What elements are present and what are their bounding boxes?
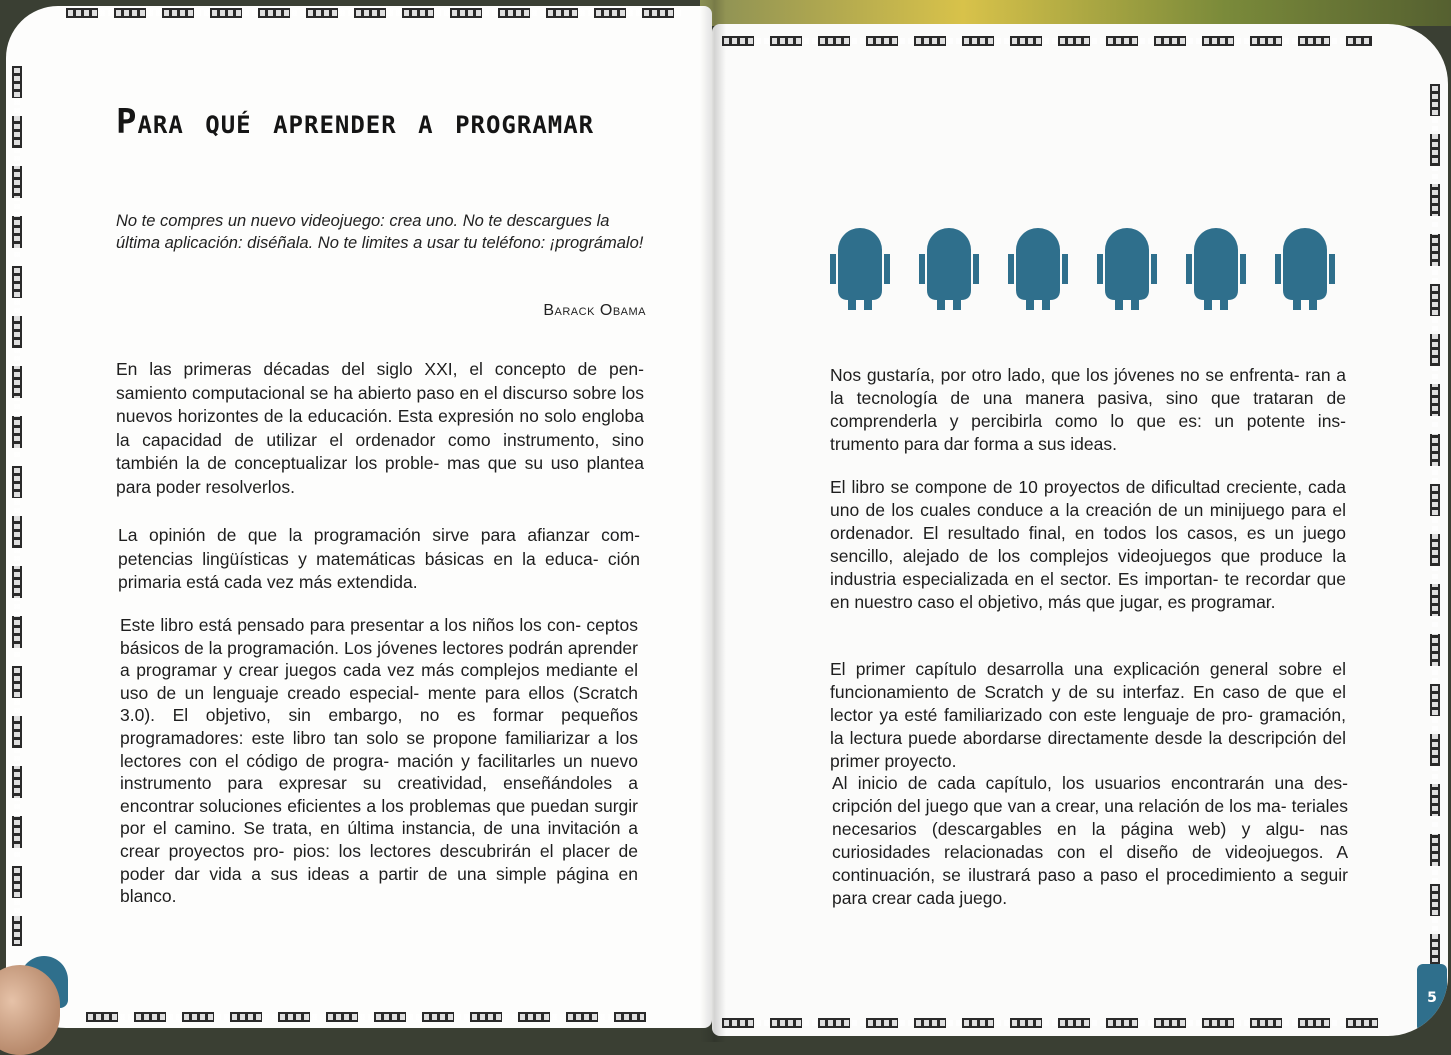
paragraph-6: El primer capítulo desarrolla una explicación general sobre el funcionamiento de Scratch y de su interfaz. En caso de que el lector ya esté familiarizado con este lenguaje de pro- gramación, la lectura puede abordarse directamente desde la descripción del primer proyecto. — [830, 659, 1346, 771]
paragraph-7: Al inicio de cada capítulo, los usuarios encontrarán una des- cripción del juego que van a crear, una relación de los ma- teriales necesarios (descargables en la página web) y algu- nas curiosidades relacionadas con el diseño de videojuegos. A continuación, se ilustrará paso a paso el procedimiento a seguir para crear cada juego. — [832, 773, 1348, 908]
robot-icon — [1008, 228, 1068, 310]
epigraph-quote: No te compres un nuevo videojuego: crea uno. No te descargues la última aplicación: diséñala. No te limites a usar tu teléfono: ¡prográmalo! — [116, 212, 644, 252]
robot-icons — [830, 202, 1350, 312]
robot-icon — [830, 228, 890, 310]
film-border-bottom-left — [86, 1012, 646, 1022]
right-page — [712, 24, 1448, 1036]
epigraph-author: Barack Obama — [543, 302, 646, 319]
robot-icon — [919, 228, 979, 310]
paragraph-1: En las primeras décadas del siglo XXI, el concepto de pen- samiento computacional se ha abierto paso en el discurso sobre los nuevos horizontes de la educación. Esta expresión no solo engloba la capacidad de utilizar el ordenador como instrumento, sino también la de conceptualizar los proble- mas que su uso plantea para poder resolverlos. — [116, 359, 644, 497]
page-title: Para qué aprender a programar — [116, 102, 595, 142]
background-photo-strip — [700, 0, 1451, 26]
film-border-bottom-right — [722, 1018, 1382, 1028]
book-gutter — [700, 0, 726, 1042]
film-border-top-right — [722, 36, 1372, 46]
paragraph-2: La opinión de que la programación sirve para afianzar com- petencias lingüísticas y matemáticas básicas en la educa- ción primaria está cada vez más extendida. — [118, 525, 640, 592]
robot-icon — [1186, 228, 1246, 310]
robot-icon-row — [830, 202, 1350, 312]
left-page — [6, 6, 712, 1028]
film-border-left — [12, 66, 22, 946]
paragraph-3: Este libro está pensado para presentar a los niños los con- ceptos básicos de la programación. Los jóvenes lectores podrán aprender a programar y crear juegos cada vez más complejos mediante el uso de un lenguaje creado especial- mente para ellos (Scratch 3.0). El objetivo, sin embargo, no es formar pequeños programadores: este libro tan solo se propone familiarizar a los lectores con el código de progra- mación y facilitarles un nuevo instrumento para expresar su creatividad, enseñándoles a encontrar soluciones eficientes a los problemas que puedan surgir por el camino. Se trata, en última instancia, de una invitación a crear proyectos pro- pios: los lectores descubrirán el placer de poder dar vida a sus ideas a partir de una simple página en blanco. — [120, 615, 638, 907]
film-border-top-left — [66, 8, 686, 18]
film-border-right — [1430, 84, 1440, 964]
paragraph-4: Nos gustaría, por otro lado, que los jóvenes no se enfrenta- ran a la tecnología de una manera pasiva, sino que trataran de comprenderla y percibirla como lo que es: un potente ins- trumento para dar forma a sus ideas. — [830, 365, 1346, 454]
robot-icon — [1097, 228, 1157, 310]
page-number: 5 — [1417, 964, 1447, 1032]
robot-icon — [1275, 228, 1335, 310]
paragraph-5: El libro se compone de 10 proyectos de dificultad creciente, cada uno de los cuales conduce a la creación de un minijuego para el ordenador. El resultado final, en todos los casos, es un juego sencillo, alejado de los complejos videojuegos que produce la industria especializada en el sector. Es importan- te recordar que en nuestro caso el objetivo, más que jugar, es programar. — [830, 477, 1346, 612]
